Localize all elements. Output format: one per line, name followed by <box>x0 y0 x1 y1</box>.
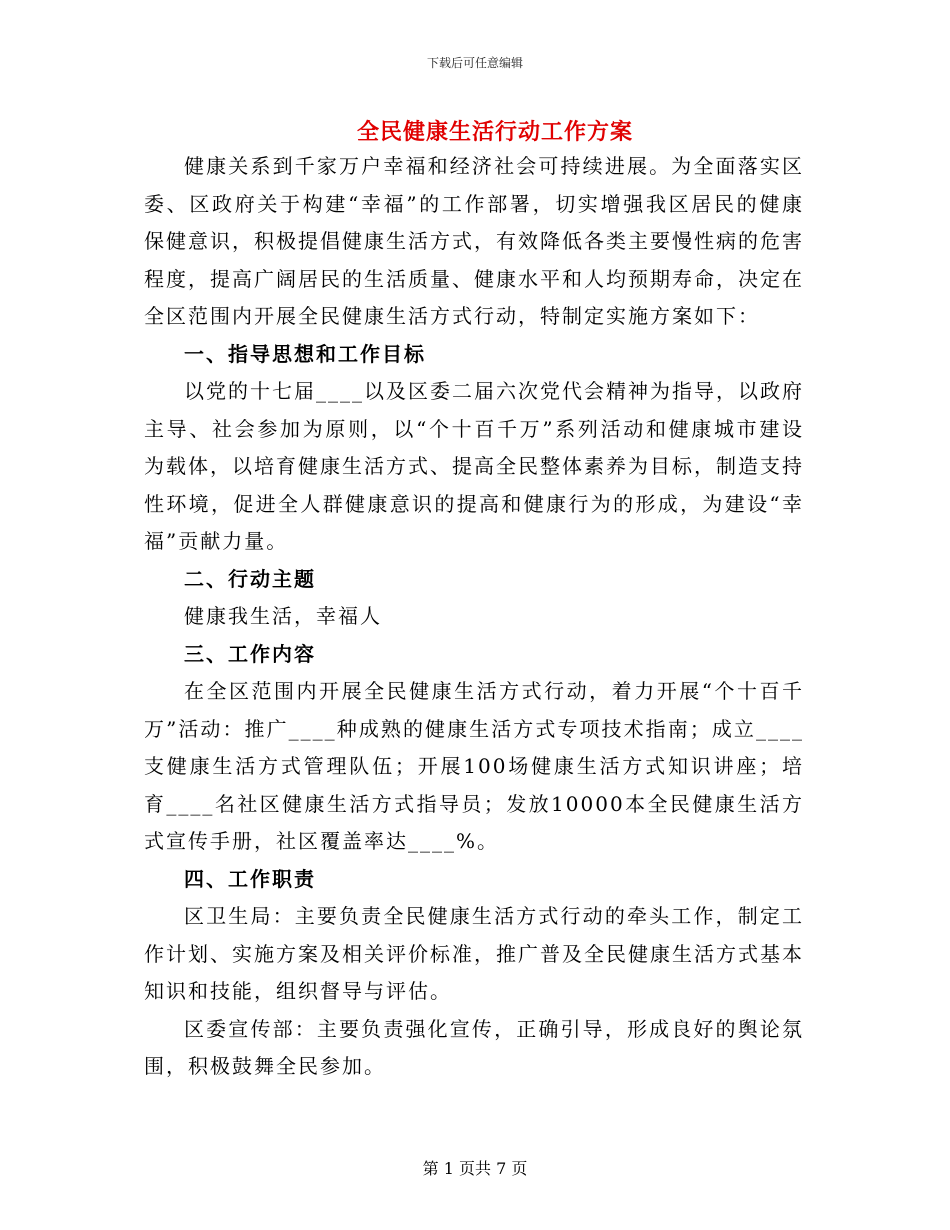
section-heading-guiding-principles: 一、指导思想和工作目标 <box>184 341 426 366</box>
section-paragraph-publicity-department: 区委宣传部：主要负责强化宣传，正确引导，形成良好的舆论氛围，积极鼓舞全民参加。 <box>144 1016 804 1078</box>
page-header-note: 下载后可任意编辑 <box>426 56 523 70</box>
intro-paragraph: 健康关系到千家万户幸福和经济社会可持续进展。为全面落实区委、区政府关于构建“幸福”的工作部署，切实增强我区居民的健康保健意识，积极提倡健康生活方式，有效降低各类主要慢性病的危害程度，提高广阔居民的生活质量、健康水平和人均预期寿命，决定在全区范围内开展全民健康生活方式行动，特制定实施方案如下： <box>144 154 804 328</box>
section-paragraph-health-bureau: 区卫生局：主要负责全民健康生活方式行动的牵头工作，制定工作计划、实施方案及相关评价标准，推广普及全民健康生活方式基本知识和技能，组织督导与评估。 <box>144 904 804 1003</box>
document-body <box>144 148 804 1086</box>
section-paragraph-action-theme: 健康我生活，幸福人 <box>184 604 382 628</box>
section-paragraph-work-content: 在全区范围内开展全民健康生活方式行动，着力开展“个十百千万”活动：推广____种成熟的健康生活方式专项技术指南；成立____支健康生活方式管理队伍；开展100场健康生活方式知识讲座；培育____名社区健康生活方式指导员；发放10000本全民健康生活方式宣传手册，社区覆盖率达____%。 <box>144 679 804 853</box>
section-heading-responsibilities: 四、工作职责 <box>184 866 316 891</box>
section-heading-action-theme: 二、行动主题 <box>184 566 316 591</box>
document-title: 全民健康生活行动工作方案 <box>356 119 633 145</box>
section-paragraph-guiding-principles: 以党的十七届____以及区委二届六次党代会精神为指导，以政府主导、社会参加为原则，以“个十百千万”系列活动和健康城市建设为载体，以培育健康生活方式、提高全民整体素养为目标，制造支持性环境，促进全人群健康意识的提高和健康行为的形成，为建设“幸福”贡献力量。 <box>144 379 804 553</box>
page-number-footer: 第 1 页共 7 页 <box>422 1159 528 1178</box>
section-heading-work-content: 三、工作内容 <box>184 641 316 666</box>
